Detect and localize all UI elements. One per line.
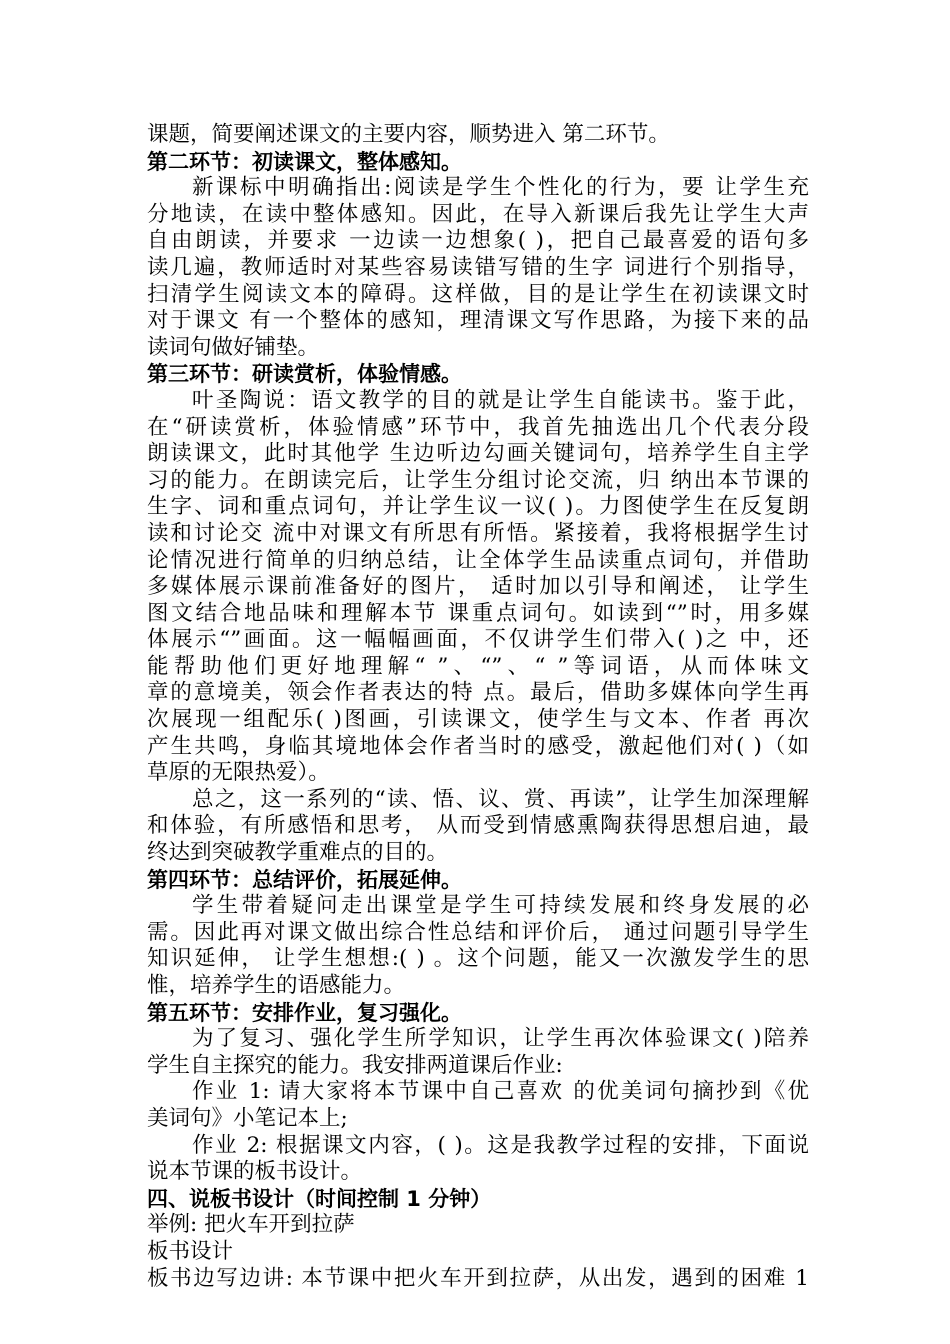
- paragraph-line: 终达到突破教学重难点的目的。: [147, 840, 449, 866]
- paragraph-line: 作业 1: 请大家将本节课中自己喜欢 的优美词句摘抄到《优: [192, 1079, 809, 1105]
- paragraph-line: 读和讨论交 流中对课文有所思有所悟。紧接着，我将根据学生讨: [147, 520, 809, 546]
- section-heading: 第二环节：初读课文，整体感知。: [147, 149, 462, 174]
- paragraph-line: 学生自主探究的能力。我安排两道课后作业:: [147, 1052, 563, 1078]
- paragraph-line: 分地读，在读中整体感知。因此，在导入新课后我先让学生大声: [147, 201, 809, 227]
- paragraph-line: 能帮助他们更好地理解“ ”、“”、“ ”等词语，从而体味文: [147, 653, 809, 679]
- paragraph-line: 说本节课的板书设计。: [147, 1159, 363, 1185]
- paragraph-line: 惟，培养学生的语感能力。: [147, 973, 406, 998]
- paragraph-line: 叶圣陶说：语文教学的目的就是让学生自能读书。鉴于此，: [192, 387, 809, 413]
- section-heading: 第四环节：总结评价，拓展延伸。: [147, 867, 462, 892]
- section-heading: 四、说板书设计（时间控制 1 分钟）: [147, 1186, 492, 1211]
- section-heading: 第五环节：安排作业，复习强化。: [147, 1000, 462, 1025]
- paragraph-line: 自由朗读，并要求 一边读一边想象( )，把自己最喜爱的语句多: [147, 228, 809, 254]
- paragraph-line: 作业 2: 根据课文内容，( )。这是我教学过程的安排，下面说: [192, 1132, 809, 1158]
- paragraph-line: 新课标中明确指出:阅读是学生个性化的行为，要 让学生充: [192, 175, 809, 201]
- document-body: [147, 122, 809, 1292]
- paragraph-line: 草原的无限热爱）。: [147, 760, 330, 786]
- paragraph-line: 读词句做好铺垫。: [147, 334, 320, 360]
- section-heading: 第三环节：研读赏析，体验情感。: [147, 362, 462, 387]
- paragraph-line: 板书边写边讲: 本节课中把火车开到拉萨，从出发，遇到的困难 1: [147, 1265, 809, 1291]
- paragraph-line: 和体验，有所感悟和思考， 从而受到情感熏陶获得思想启迪，最: [147, 813, 809, 839]
- paragraph-line: 需。因此再对课文做出综合性总结和评价后， 通过问题引导学生: [147, 919, 809, 945]
- paragraph-line: 论情况进行简单的归纳总结，让全体学生品读重点词句，并借助: [147, 547, 809, 573]
- paragraph-line: 为了复习、强化学生所学知识，让学生再次体验课文( )陪养: [192, 1026, 809, 1052]
- paragraph-line: 产生共鸣，身临其境地体会作者当时的感受，激起他们对( )（如: [147, 733, 809, 759]
- paragraph-line: 图文结合地品味和理解本节 课重点词句。如读到“”时，用多媒: [147, 600, 809, 626]
- paragraph-line: 美词句》小笔记本上;: [147, 1105, 348, 1131]
- paragraph-line: 课题，简要阐述课文的主要内容，顺势进入 第二环节。: [147, 122, 670, 147]
- paragraph-line: 举例: 把火车开到拉萨: [147, 1212, 355, 1238]
- paragraph-line: 体展示“”画面。这一幅幅画面，不仅讲学生们带入( )之 中，还: [147, 627, 809, 653]
- paragraph-line: 学生带着疑问走出课堂是学生可持续发展和终身发展的必: [192, 893, 809, 919]
- paragraph-line: 对于课文 有一个整体的感知，理清课文写作思路，为接下来的品: [147, 308, 809, 334]
- paragraph-line: 在“研读赏析，体验情感”环节中，我首先抽选出几个代表分段: [147, 414, 809, 440]
- paragraph-line: 生字、词和重点词句，并让学生议一议( )。力图使学生在反复朗: [147, 494, 809, 520]
- paragraph-line: 总之，这一系列的“读、悟、议、赏、再读”，让学生加深理解: [192, 786, 809, 812]
- paragraph-line: 章的意境美，领会作者表达的特 点。最后，借助多媒体向学生再: [147, 680, 809, 706]
- paragraph-line: 习的能力。在朗读完后，让学生分组讨论交流，归 纳出本节课的: [147, 467, 809, 493]
- paragraph-line: 次展现一组配乐( )图画，引读课文，使学生与文本、作者 再次: [147, 707, 809, 733]
- paragraph-line: 板书设计: [147, 1238, 234, 1264]
- paragraph-line: 读几遍，教师适时对某些容易读错写错的生字 词进行个别指导，: [147, 254, 809, 280]
- paragraph-line: 朗读课文，此时其他学 生边听边勾画关键词句，培养学生自主学: [147, 441, 809, 467]
- paragraph-line: 多媒体展示课前准备好的图片， 适时加以引导和阐述， 让学生: [147, 574, 809, 600]
- paragraph-line: 知识延伸， 让学生想想:( ) 。这个问题，能又一次激发学生的思: [147, 946, 809, 972]
- paragraph-line: 扫清学生阅读文本的障碍。这样做，目的是让学生在初读课文时: [147, 281, 809, 307]
